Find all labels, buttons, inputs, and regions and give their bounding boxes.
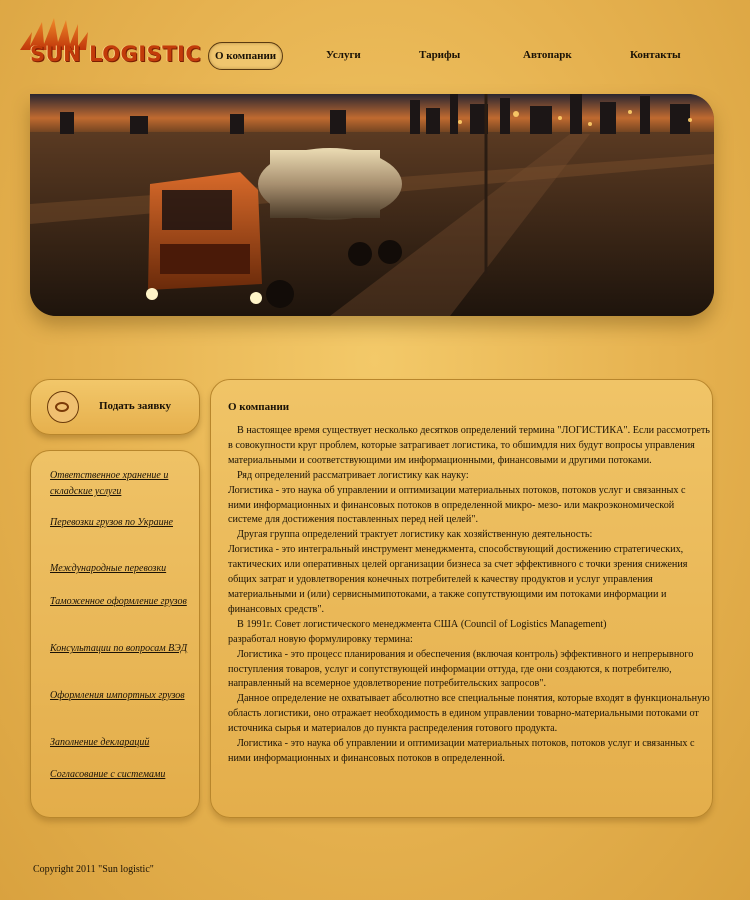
nav-tariffs[interactable]: Тарифы xyxy=(419,49,461,61)
logo-text: SUN LOGISTIC xyxy=(30,42,202,66)
paragraph: Логистика - это наука об управлении и оптимизации материальных потоков, потоков услуг и связанных с ними информационных и финансовых потоков в определенной микро- мезо- или макроэкономической системе для достижения поставленных перед ней целей". xyxy=(228,484,686,526)
service-link[interactable]: Перевозки грузов по Украине xyxy=(50,517,173,528)
main-nav xyxy=(207,42,687,70)
nav-services[interactable]: Услуги xyxy=(326,49,361,61)
order-label: Подать заявку xyxy=(99,400,171,412)
paragraph: Логистика - это наука об управлении и оптимизации материальных потоков, потоков услуг и связанных с ними информационных и финансовых потоков в определенной. xyxy=(228,738,695,764)
paragraph: Другая группа определений трактует логистику как хозяйственную деятельность: xyxy=(237,529,593,541)
nav-contacts[interactable]: Контакты xyxy=(630,49,681,61)
service-link[interactable]: Таможенное оформление грузов xyxy=(50,596,187,607)
order-button[interactable] xyxy=(30,379,200,435)
logo[interactable] xyxy=(18,16,202,76)
service-link[interactable]: Консультации по вопросам ВЭД xyxy=(50,643,188,654)
services-list xyxy=(30,450,200,818)
paragraph: В настоящее время существует несколько десятков определений термина "ЛОГИСТИКА". Если рассмотреть в совокупности круг проблем, которые затрагивает логистика, то обшимдля них будут вопросы управления материальными и соответствующими им информационными, финансовыми и другими потоками. xyxy=(228,425,710,466)
service-link[interactable]: Международные перевозки xyxy=(50,563,167,574)
copyright: Copyright 2011 "Sun logistic" xyxy=(33,864,154,875)
service-link[interactable]: Оформления импортных грузов xyxy=(50,690,185,701)
order-icon xyxy=(47,391,79,423)
content-panel xyxy=(210,379,713,818)
page-title: О компании xyxy=(228,401,290,413)
nav-about[interactable]: О компании xyxy=(208,42,283,70)
service-link[interactable]: Заполнение деклараций xyxy=(50,737,150,748)
paragraph: Логистика - это процесс планирования и обеспечения (включая контроль) эффективного и непрерывного поступления товаров, услуг и сопутствующей информации оттуда, где они создаются, к потребителю, направленный на всемерное удовлетворение потребительских запросов". xyxy=(228,648,694,690)
hero-banner xyxy=(30,94,714,316)
service-link[interactable]: Согласование с системами xyxy=(50,769,166,780)
paragraph: В 1991г. Совет логистического менеджмента США (Council of Logistics Management) xyxy=(237,618,607,630)
article-text xyxy=(228,424,710,767)
truck-image xyxy=(30,94,714,316)
paragraph: Данное определение не охватывает абсолютно все специальные понятия, которые входят в функциональную область логистики, оно отражает необходимость в едином управлении товарно-материальными потоками от источника сырья и материалов до пункта распределения готового продукта. xyxy=(228,693,710,735)
service-link[interactable]: Ответственное хранение и складские услуги xyxy=(50,470,169,497)
nav-fleet[interactable]: Автопарк xyxy=(523,49,572,61)
paragraph: Логистика - это интегральный инструмент менеджмента, способствующий достижению стратегических, тактических или оперативных целей организации бизнеса за счет эффективного с точки зрения снижения общих затрат и удовлетворения конечных потребителей к качеству продуктов и услуг управления материальными и (или) сервиснымипотоками, а также сопутствующими им потоками информации и финансовых средств". xyxy=(228,544,688,615)
paragraph: Ряд определений рассматривает логистику как науку: xyxy=(237,469,469,481)
paragraph: разработал новую формулировку термина: xyxy=(228,633,413,645)
